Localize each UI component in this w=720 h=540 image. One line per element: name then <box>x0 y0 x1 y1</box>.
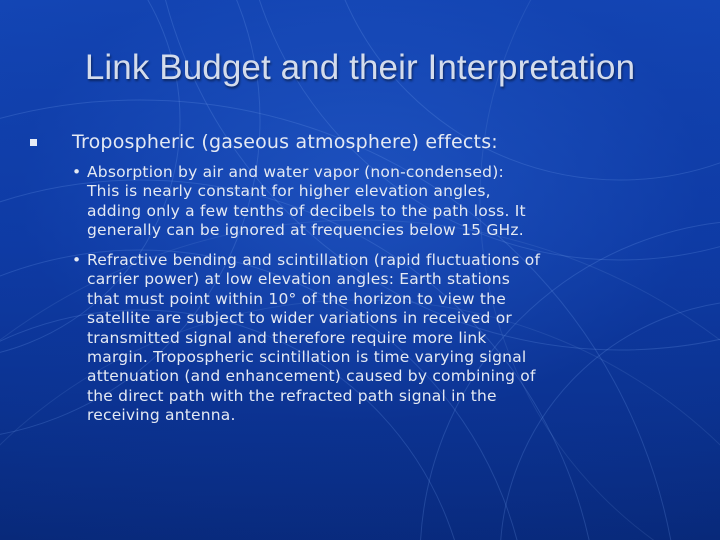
sub-bullet-line: carrier power) at low elevation angles: Earth stations <box>87 270 511 289</box>
sub-bullet-refraction <box>72 251 687 426</box>
sub-bullet-line: Refractive bending and scintillation (rapid fluctuations of <box>87 251 541 269</box>
sub-bullet-line: generally can be ignored at frequencies below 15 GHz. <box>87 221 524 240</box>
sub-bullet-line: satellite are subject to wider variations in received or <box>87 309 512 328</box>
dot-bullet-icon: • <box>72 163 82 181</box>
sub-bullet-absorption <box>72 163 687 241</box>
dot-bullet-icon: • <box>72 251 82 269</box>
sub-bullet-line: that must point within 10° of the horizon to view the <box>87 289 506 308</box>
sub-bullet-line: attenuation (and enhancement) caused by combining of <box>87 367 536 386</box>
sub-bullet-line: receiving antenna. <box>87 406 236 425</box>
main-bullet-text: Tropospheric (gaseous atmosphere) effects: <box>72 131 498 153</box>
sub-bullet-line: the direct path with the refracted path signal in the <box>87 386 497 405</box>
sub-bullet-line: Absorption by air and water vapor (non-condensed): <box>87 163 504 181</box>
square-bullet-icon <box>30 139 37 146</box>
slide-title: Link Budget and their Interpretation <box>84 48 636 87</box>
sub-bullet-line: adding only a few tenths of decibels to the path loss. It <box>87 201 526 220</box>
sub-bullet-line: margin. Tropospheric scintillation is time varying signal <box>87 348 527 367</box>
sub-bullet-line: transmitted signal and therefore require more link <box>87 328 487 347</box>
sub-bullet-line: This is nearly constant for higher elevation angles, <box>87 182 491 201</box>
